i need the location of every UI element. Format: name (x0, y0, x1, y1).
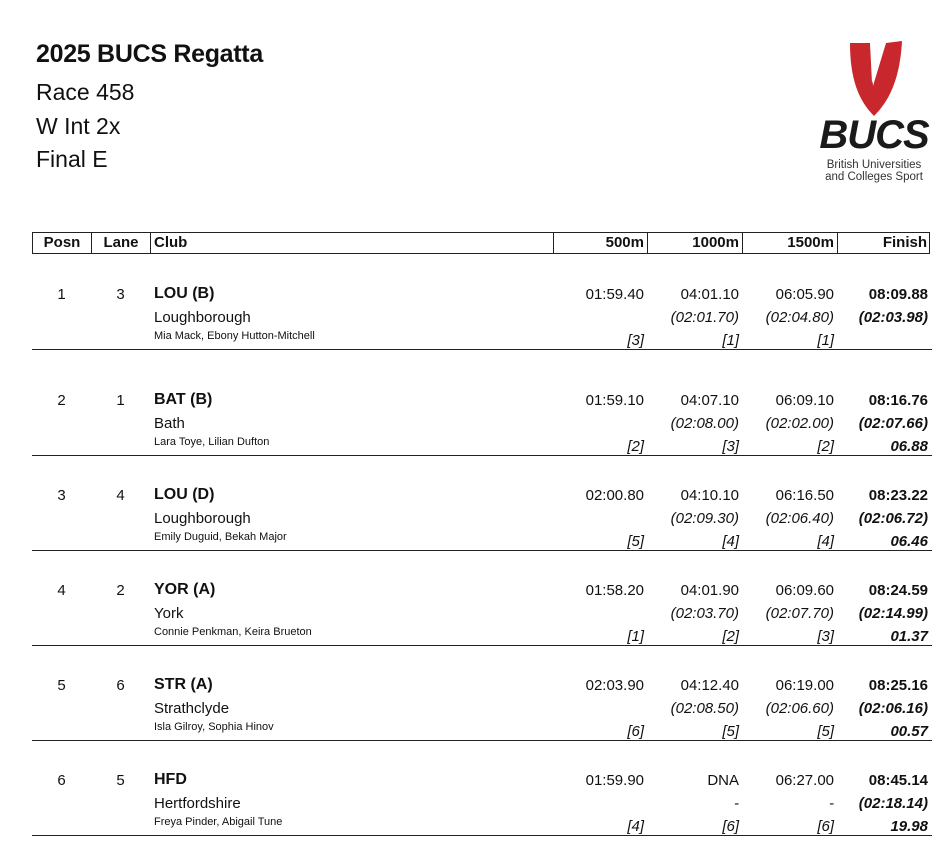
split-finish: (02:14.99) (858, 605, 928, 622)
split-1000m: (02:08.50) (670, 700, 739, 717)
margin: 00.57 (890, 723, 928, 740)
club-name: Hertfordshire (154, 795, 241, 812)
time-1000m: 04:01.90 (680, 582, 739, 599)
position: 4 (57, 582, 66, 599)
club-code: STR (A) (154, 676, 213, 693)
club-name: Loughborough (154, 510, 251, 527)
club-name: Loughborough (154, 309, 251, 326)
time-finish: 08:24.59 (868, 582, 928, 599)
round-name: Final E (36, 146, 108, 172)
result-row (32, 740, 932, 836)
split-finish: (02:18.14) (858, 795, 928, 812)
time-1000m: 04:12.40 (680, 677, 739, 694)
time-finish: 08:23.22 (868, 487, 928, 504)
rank-1500m: [2] (817, 438, 834, 455)
time-finish: 08:25.16 (868, 677, 928, 694)
lane: 5 (116, 772, 125, 789)
time-500m: 01:58.20 (585, 582, 644, 599)
split-1000m: (02:08.00) (670, 415, 739, 432)
split-1500m: (02:02.00) (765, 415, 834, 432)
event-name: W Int 2x (36, 113, 121, 139)
time-finish: 08:45.14 (868, 772, 928, 789)
page-title: 2025 BUCS Regatta (36, 40, 263, 68)
rank-1000m: [4] (722, 533, 739, 550)
time-1500m: 06:27.00 (775, 772, 834, 789)
split-finish: (02:06.72) (858, 510, 928, 527)
split-1500m: (02:06.60) (765, 700, 834, 717)
lane: 3 (116, 286, 125, 303)
time-500m: 02:03.90 (585, 677, 644, 694)
lane: 2 (116, 582, 125, 599)
position: 2 (57, 392, 66, 409)
club-code: HFD (154, 771, 187, 788)
time-500m: 02:00.80 (585, 487, 644, 504)
column-header-1000m: 1000m (648, 233, 743, 253)
crew-names: Isla Gilroy, Sophia Hinov (154, 721, 274, 733)
crew-names: Freya Pinder, Abigail Tune (154, 816, 283, 828)
time-1500m: 06:05.90 (775, 286, 834, 303)
split-1000m: (02:03.70) (670, 605, 739, 622)
club-name: York (154, 605, 184, 622)
results-table-header (32, 232, 930, 254)
split-1000m: - (734, 795, 739, 812)
split-1000m: (02:09.30) (670, 510, 739, 527)
position: 5 (57, 677, 66, 694)
rank-500m: [5] (627, 533, 644, 550)
club-code: YOR (A) (154, 581, 216, 598)
bucs-shield-icon (840, 38, 910, 118)
time-1500m: 06:09.10 (775, 392, 834, 409)
result-row (32, 360, 932, 456)
split-finish: (02:07.66) (858, 415, 928, 432)
column-header-1500m: 1500m (743, 233, 838, 253)
rank-1000m: [1] (722, 332, 739, 349)
rank-1500m: [1] (817, 332, 834, 349)
time-1500m: 06:16.50 (775, 487, 834, 504)
split-finish: (02:03.98) (858, 309, 928, 326)
time-1500m: 06:09.60 (775, 582, 834, 599)
time-finish: 08:16.76 (868, 392, 928, 409)
rank-1000m: [2] (722, 628, 739, 645)
rank-1500m: [5] (817, 723, 834, 740)
rank-500m: [3] (627, 332, 644, 349)
rank-1000m: [5] (722, 723, 739, 740)
split-finish: (02:06.16) (858, 700, 928, 717)
split-1000m: (02:01.70) (670, 309, 739, 326)
time-500m: 01:59.90 (585, 772, 644, 789)
column-header-finish: Finish (882, 234, 927, 251)
time-1000m: 04:01.10 (680, 286, 739, 303)
time-1500m: 06:19.00 (775, 677, 834, 694)
time-1000m: DNA (707, 772, 739, 789)
margin: 01.37 (890, 628, 928, 645)
column-header-posn: Posn (33, 233, 92, 253)
margin: 06.88 (890, 438, 928, 455)
rank-1500m: [6] (817, 818, 834, 835)
club-code: LOU (D) (154, 486, 215, 503)
club-code: LOU (B) (154, 285, 215, 302)
position: 6 (57, 772, 66, 789)
rank-1000m: [6] (722, 818, 739, 835)
split-1500m: (02:04.80) (765, 309, 834, 326)
position: 1 (57, 286, 66, 303)
crew-names: Emily Duguid, Bekah Major (154, 531, 287, 543)
rank-500m: [4] (627, 818, 644, 835)
result-row (32, 455, 932, 551)
logo-subtitle-1: British Universities (826, 159, 922, 171)
time-1000m: 04:07.10 (680, 392, 739, 409)
time-finish: 08:09.88 (868, 286, 928, 303)
column-header-club: Club (151, 233, 554, 253)
rank-1500m: [4] (817, 533, 834, 550)
race-number: Race 458 (36, 79, 135, 105)
time-500m: 01:59.10 (585, 392, 644, 409)
club-name: Bath (154, 415, 185, 432)
time-500m: 01:59.40 (585, 286, 644, 303)
bucs-logo (812, 38, 936, 188)
rank-1500m: [3] (817, 628, 834, 645)
club-code: BAT (B) (154, 391, 213, 408)
club-name: Strathclyde (154, 700, 230, 717)
result-row (32, 254, 932, 350)
split-1500m: - (829, 795, 834, 812)
result-row (32, 645, 932, 741)
time-1000m: 04:10.10 (680, 487, 739, 504)
rank-500m: [6] (627, 723, 644, 740)
column-header-500m: 500m (554, 233, 648, 253)
crew-names: Connie Penkman, Keira Brueton (154, 626, 312, 638)
lane: 6 (116, 677, 125, 694)
margin: 06.46 (890, 533, 928, 550)
position: 3 (57, 487, 66, 504)
result-row (32, 550, 932, 646)
rank-1000m: [3] (722, 438, 739, 455)
crew-names: Lara Toye, Lilian Dufton (154, 436, 270, 448)
rank-500m: [2] (627, 438, 644, 455)
split-1500m: (02:07.70) (765, 605, 834, 622)
logo-wordmark: BUCS (819, 113, 929, 157)
rank-500m: [1] (627, 628, 644, 645)
split-1500m: (02:06.40) (765, 510, 834, 527)
column-header-lane: Lane (92, 233, 151, 253)
lane: 4 (116, 487, 125, 504)
crew-names: Mia Mack, Ebony Hutton-Mitchell (154, 330, 315, 342)
logo-subtitle-2: and Colleges Sport (825, 171, 923, 183)
lane: 1 (116, 392, 125, 409)
margin: 19.98 (890, 818, 928, 835)
